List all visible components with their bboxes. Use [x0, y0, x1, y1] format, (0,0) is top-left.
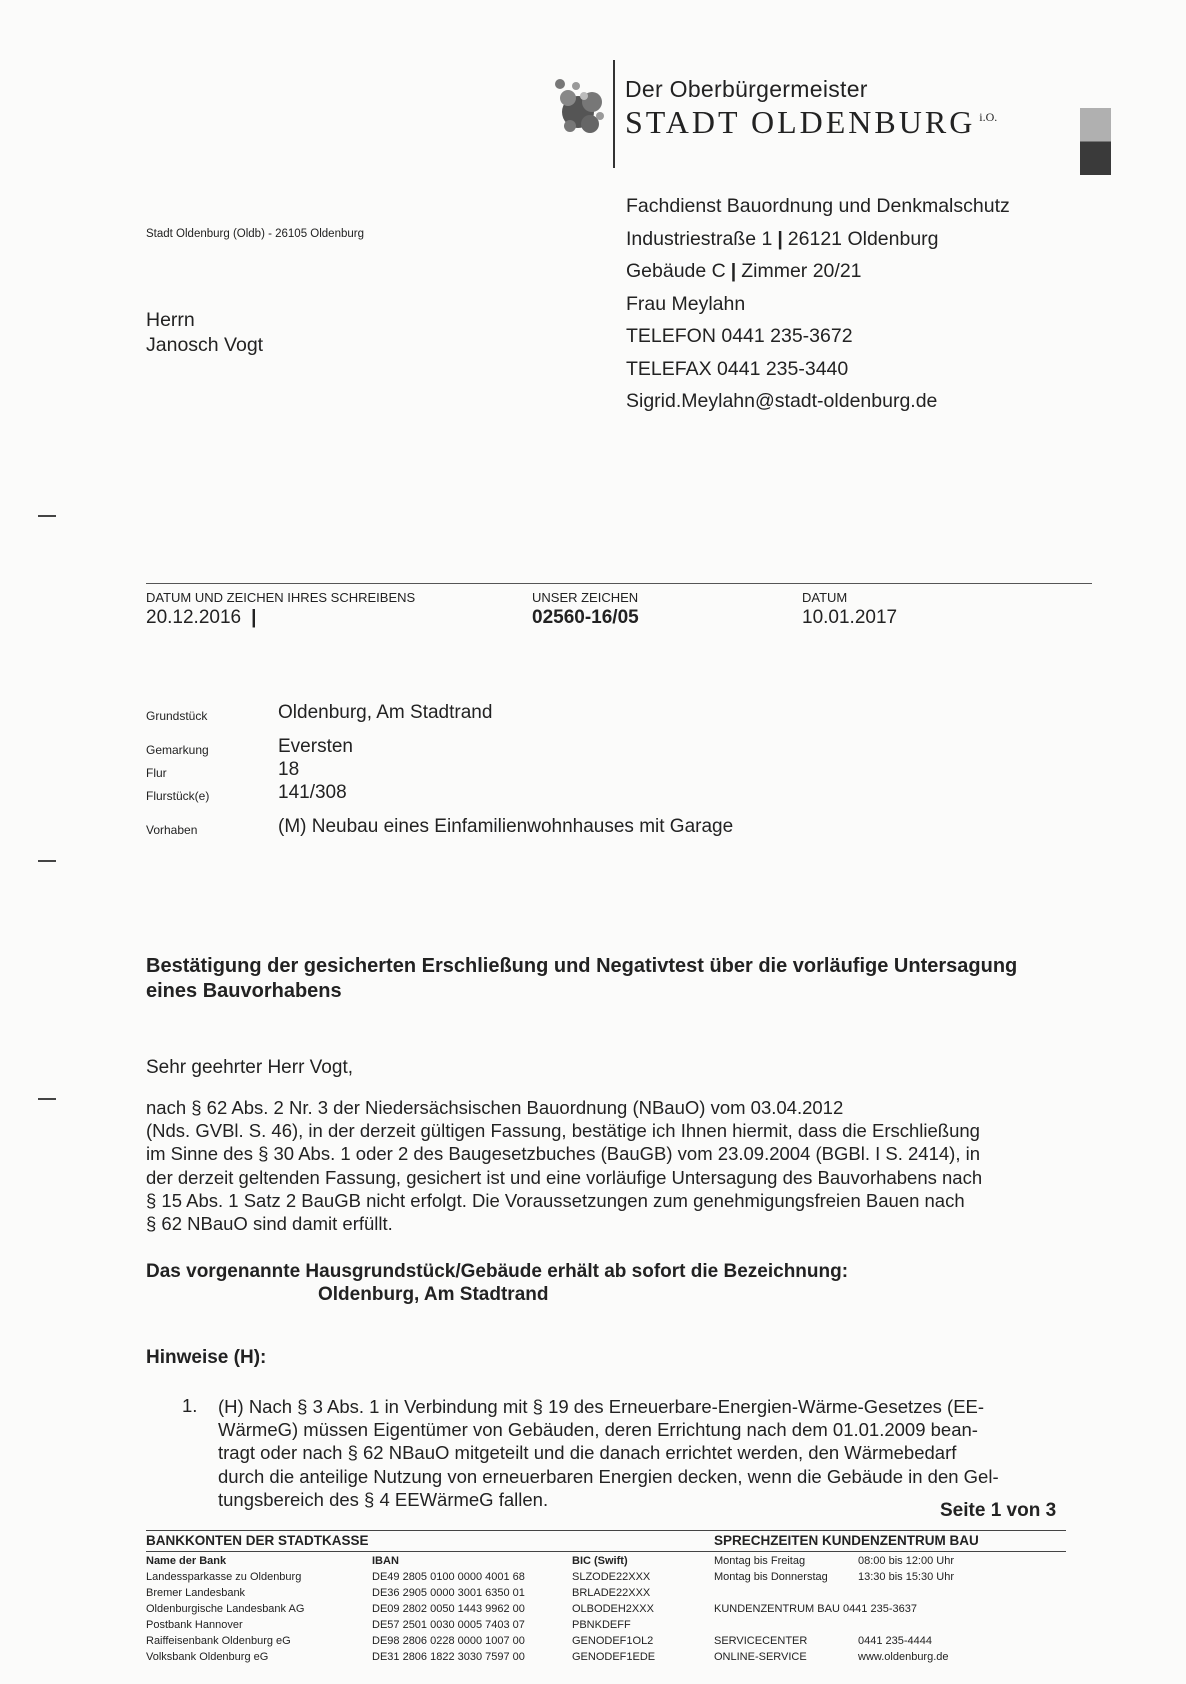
note-line: WärmeG) müssen Eigentümer von Gebäuden, deren Errichtung nach dem 01.01.2009 bean- [218, 1419, 978, 1441]
iban-value: DE98 2806 0228 0000 1007 00 [372, 1635, 525, 1647]
detail-value-flur: 18 [278, 759, 300, 780]
paragraph-line: der derzeit geltenden Fassung, gesichert ist und eine vorläufige Untersagung des Bauvorhabens nach [146, 1166, 983, 1188]
iban-column [372, 1553, 572, 1665]
bic-value: GENODEF1EDE [572, 1651, 656, 1663]
kundenzentrum-phone: KUNDENZENTRUM BAU 0441 235-3637 [714, 1603, 917, 1615]
fold-mark [38, 1098, 56, 1100]
paragraph-line: § 15 Abs. 1 Satz 2 BauGB nicht erfolgt. Die Voraussetzungen zum genehmigungsfreien Bauen nach [146, 1189, 965, 1211]
fold-mark [38, 860, 56, 862]
bank-heading: BANKKONTEN DER STADTKASSE [146, 1533, 369, 1548]
iban-value: DE31 2806 1822 3030 7597 00 [372, 1651, 525, 1663]
bank-name: Postbank Hannover [146, 1619, 243, 1631]
city-logo-icon [548, 74, 612, 144]
note-text [218, 1395, 1060, 1511]
contact-person: Frau Meylahn [626, 292, 746, 315]
date-label: DATUM [802, 590, 848, 605]
body-paragraph [146, 1096, 1076, 1235]
our-reference-value: 02560-16/05 [532, 607, 639, 628]
designation-address: Oldenburg, Am Stadtrand [318, 1284, 549, 1305]
note-number: 1. [182, 1395, 198, 1416]
detail-label-flur: Flur [146, 766, 167, 780]
page-number: Seite 1 von 3 [940, 1500, 1057, 1521]
detail-label-grundstueck: Grundstück [146, 709, 208, 723]
online-service-label: ONLINE-SERVICE [714, 1651, 807, 1663]
letter-salutation: Sehr geehrter Herr Vogt, [146, 1057, 353, 1078]
bank-name-header: Name der Bank [146, 1555, 227, 1567]
bank-name: Bremer Landesbank [146, 1587, 246, 1599]
hours-day: Montag bis Donnerstag [714, 1571, 828, 1583]
hours-time: 13:30 bis 15:30 Uhr [858, 1571, 955, 1583]
contact-city: 26121 Oldenburg [787, 227, 939, 250]
your-reference-label: DATUM UND ZEICHEN IHRES SCHREIBENS [146, 590, 416, 605]
separator: | [777, 227, 783, 250]
hours-heading: SPRECHZEITEN KUNDENZENTRUM BAU [714, 1533, 979, 1548]
note-line: durch die anteilige Nutzung von erneuerbaren Energien decken, wenn die Gebäude in den Gel- [218, 1465, 999, 1487]
bank-name-column [146, 1553, 366, 1665]
scan-grey-marker [1080, 108, 1111, 175]
bic-column [572, 1553, 702, 1665]
contact-location [626, 255, 1010, 288]
hours-day: Montag bis Freitag [714, 1555, 806, 1567]
our-reference-label: UNSER ZEICHEN [532, 590, 639, 605]
servicecenter-label: SERVICECENTER [714, 1635, 808, 1647]
letter-subject: Bestätigung der gesicherten Erschließung und Negativtest über die vorläufige Untersagung eines Bauvorhabens [146, 955, 1018, 1002]
contact-phone: TELEFON 0441 235-3672 [626, 325, 853, 347]
fold-mark [38, 515, 56, 517]
detail-label-flurstueck: Flurstück(e) [146, 789, 210, 803]
bank-name: Volksbank Oldenburg eG [146, 1651, 269, 1663]
return-address: Stadt Oldenburg (Oldb) - 26105 Oldenburg [146, 228, 364, 240]
bic-value: BRLADE22XXX [572, 1587, 651, 1599]
header-divider [613, 60, 615, 168]
recipient-block [146, 308, 263, 358]
contact-fax: TELEFAX 0441 235-3440 [626, 357, 849, 380]
org-suffix: i.O. [979, 110, 998, 125]
note-line: (H) Nach § 3 Abs. 1 in Verbindung mit § 19 des Erneuerbare-Energien-Wärme-Gesetzes (EE- [218, 1396, 985, 1417]
footer-rule-top [146, 1530, 1066, 1531]
org-name [625, 104, 997, 141]
bic-value: SLZODE22XXX [572, 1571, 651, 1583]
hours-time-column [858, 1553, 1008, 1585]
contact-street: Industriestraße 1 [626, 227, 773, 250]
detail-label-gemarkung: Gemarkung [146, 743, 209, 757]
paragraph-line: im Sinne des § 30 Abs. 1 oder 2 des Baugesetzbuches (BauGB) vom 23.09.2004 (BGBl. I S. 2414), in [146, 1143, 981, 1165]
separator: | [251, 607, 257, 628]
your-reference-date: 20.12.2016 [146, 607, 242, 628]
contact-department: Fachdienst Bauordnung und Denkmalschutz [626, 195, 1010, 217]
recipient-name: Janosch Vogt [146, 334, 264, 356]
bank-name: Landessparkasse zu Oldenburg [146, 1571, 302, 1583]
contact-address [626, 223, 1010, 256]
hours-time: 08:00 bis 12:00 Uhr [858, 1555, 955, 1567]
iban-value: DE57 2501 0030 0005 7403 07 [372, 1619, 525, 1631]
date-value: 10.01.2017 [802, 607, 898, 628]
bic-value: GENODEF1OL2 [572, 1635, 654, 1647]
separator: | [730, 260, 737, 282]
detail-value-grundstueck: Oldenburg, Am Stadtrand [278, 702, 493, 723]
note-line: tragt oder nach § 62 NBauO mitgeteilt und die danach errichtet werden, den Wärmebedarf [218, 1442, 957, 1464]
servicecenter-phone: 0441 235-4444 [858, 1635, 933, 1647]
reference-rule [146, 583, 1092, 584]
contact-building: Gebäude C [626, 260, 726, 282]
org-name-text: STADT OLDENBURG [625, 104, 976, 140]
bic-value: OLBODEH2XXX [572, 1603, 654, 1615]
detail-value-flurstueck: 141/308 [278, 782, 347, 803]
detail-value-vorhaben: (M) Neubau eines Einfamilienwohnhauses mit Garage [278, 816, 734, 837]
bic-header: BIC (Swift) [572, 1555, 628, 1567]
iban-value: DE49 2805 0100 0000 4001 68 [372, 1571, 525, 1583]
hours-day-column [714, 1553, 864, 1585]
notes-heading: Hinweise (H): [146, 1347, 267, 1368]
iban-value: DE09 2802 0050 1443 9962 00 [372, 1603, 525, 1615]
contact-room: Zimmer 20/21 [741, 260, 862, 282]
designation-intro: Das vorgenannte Hausgrundstück/Gebäude erhält ab sofort die Bezeichnung: [146, 1261, 849, 1282]
iban-header: IBAN [372, 1555, 399, 1567]
contact-block [626, 190, 1010, 418]
note-line: tungsbereich des § 4 EEWärmeG fallen. [218, 1488, 549, 1510]
paragraph-line: (Nds. GVBl. S. 46), in der derzeit gültigen Fassung, bestätige ich Ihnen hiermit, dass die Erschließung [146, 1120, 980, 1142]
recipient-salutation: Herrn [146, 309, 195, 331]
bic-value: PBNKDEFF [572, 1619, 631, 1631]
org-title: Der Oberbürgermeister [625, 76, 868, 102]
footer-rule-bottom [146, 1551, 1066, 1552]
paragraph-line: § 62 NBauO sind damit erfüllt. [146, 1213, 393, 1235]
paragraph-line: nach § 62 Abs. 2 Nr. 3 der Niedersächsischen Bauordnung (NBauO) vom 03.04.2012 [146, 1097, 844, 1118]
your-reference-value [146, 607, 256, 629]
detail-value-gemarkung: Eversten [278, 736, 353, 757]
online-service-link[interactable]: www.oldenburg.de [858, 1651, 949, 1663]
iban-value: DE36 2905 0000 3001 6350 01 [372, 1587, 525, 1599]
bank-name: Oldenburgische Landesbank AG [146, 1603, 305, 1615]
bank-name: Raiffeisenbank Oldenburg eG [146, 1635, 291, 1647]
contact-email[interactable]: Sigrid.Meylahn@stadt-oldenburg.de [626, 390, 938, 412]
detail-label-vorhaben: Vorhaben [146, 823, 198, 837]
